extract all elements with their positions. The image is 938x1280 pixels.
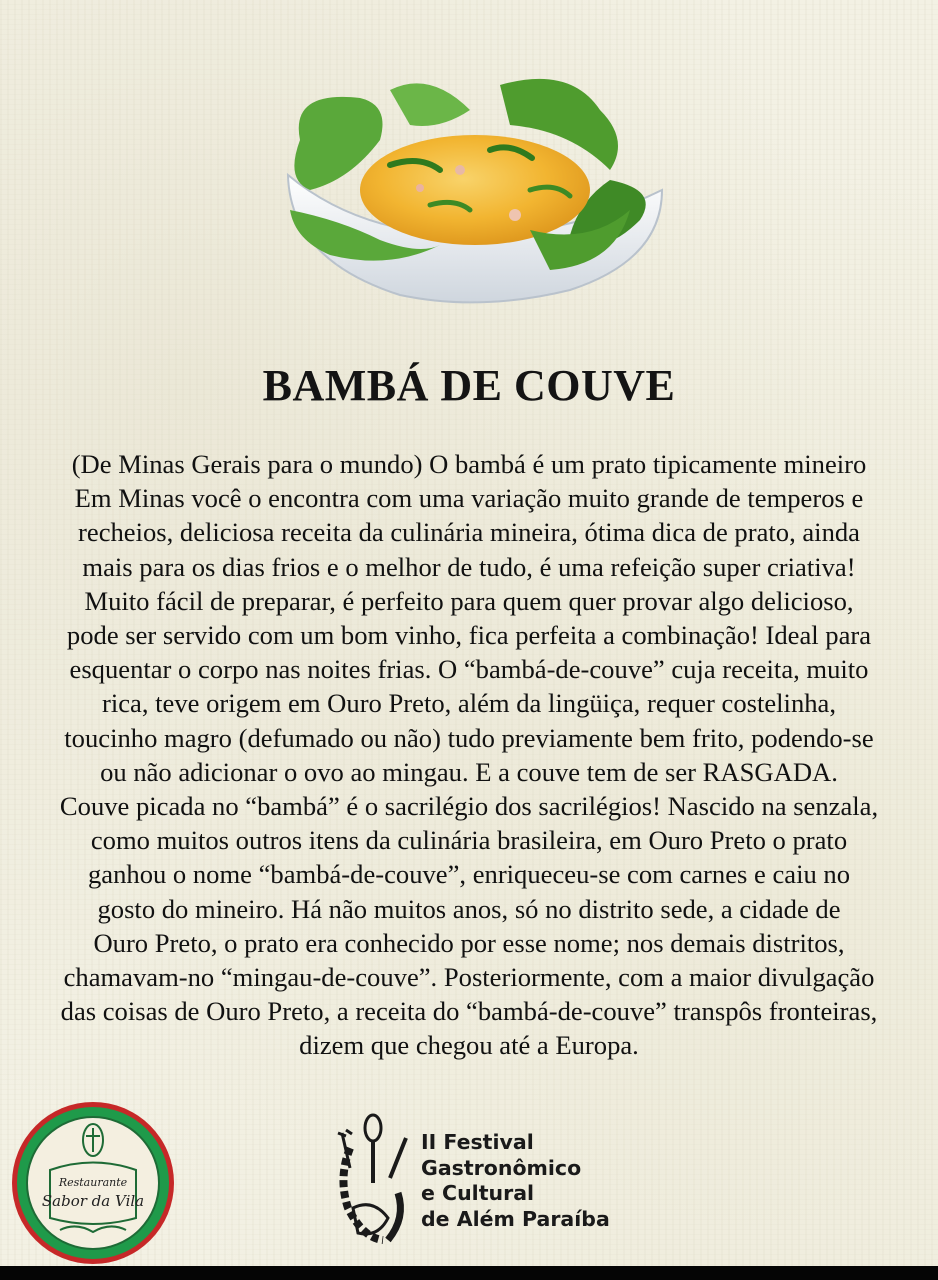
bottom-bar [0, 1266, 938, 1280]
description-line: mais para os dias frios e o melhor de tudo, é uma refeição super criativa! [82, 551, 856, 582]
restaurant-name-line1: Restaurante [58, 1176, 128, 1189]
description-line: Em Minas você o encontra com uma variação muito grande de temperos e [74, 483, 864, 514]
festival-logo [328, 1108, 618, 1258]
description-line: rica, teve origem em Ouro Preto, além da lingüiça, requer costelinha, [101, 688, 836, 719]
description-line: toucinho magro (defumado ou não) tudo previamente bem frito, podendo-se [64, 722, 874, 753]
restaurant-name-line2: Sabor da Vila [41, 1192, 145, 1210]
description-line: dizem que chegou até a Europa. [299, 1030, 639, 1061]
description-line: (De Minas Gerais para o mundo) O bambá é um prato tipicamente mineiro [71, 449, 867, 479]
description-line: chamavam-no “mingau-de-couve”. Posteriormente, com a maior divulgação [63, 962, 875, 993]
festival-line: e Cultural [421, 1181, 535, 1205]
recipe-description [12, 447, 926, 1063]
bamba-dish-image [270, 70, 670, 310]
description-line: Ouro Preto, o prato era conhecido por esse nome; nos demais distritos, [93, 927, 845, 958]
description-line: como muitos outros itens da culinária brasileira, em Ouro Preto o prato [90, 825, 848, 856]
description-line: recheios, deliciosa receita da culinária mineira, ótima dica de prato, ainda [78, 517, 860, 548]
cutlery-icon [328, 1108, 418, 1258]
description-line: pode ser servido com um bom vinho, fica perfeita a combinação! Ideal para [66, 620, 872, 651]
festival-line: II Festival [421, 1130, 534, 1154]
description-line: Muito fácil de preparar, é perfeito para quem quer provar algo delicioso, [84, 585, 854, 616]
recipe-title: BAMBÁ DE COUVE [262, 361, 676, 410]
description-line: esquentar o corpo nas noites frias. O “bambá-de-couve” cuja receita, muito [69, 654, 869, 685]
description-line: Couve picada no “bambá” é o sacrilégio dos sacrilégios! Nascido na senzala, [59, 791, 879, 822]
description-line: ou não adicionar o ovo ao mingau. E a couve tem de ser RASGADA. [100, 756, 838, 787]
description-line: das coisas de Ouro Preto, a receita do “bambá-de-couve” transpôs fronteiras, [60, 996, 878, 1027]
description-line: gosto do mineiro. Há não muitos anos, só no distrito sede, a cidade de [97, 893, 841, 924]
festival-line: de Além Paraíba [421, 1206, 610, 1231]
festival-line: Gastronômico [421, 1155, 582, 1180]
description-line: ganhou o nome “bambá-de-couve”, enriqueceu-se com carnes e caiu no [88, 859, 850, 890]
restaurant-logo [10, 1100, 176, 1266]
